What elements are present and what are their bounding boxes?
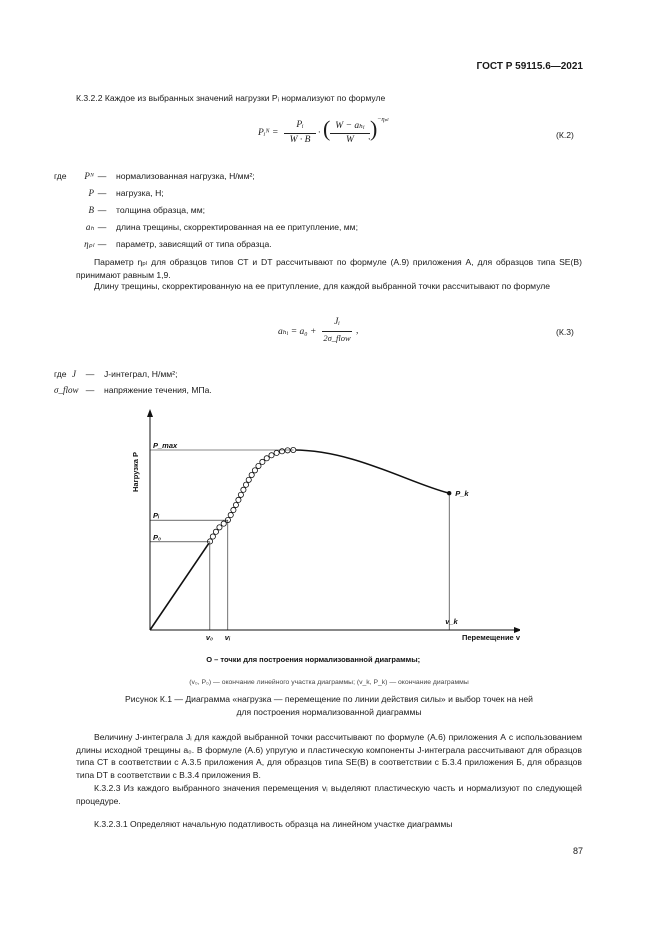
formula-k2-number: (К.2) (556, 130, 574, 140)
formula-k2-num1: Pᵢ (296, 120, 304, 130)
paragraph-crack-length: Длину трещины, скорректированную на ее притупление, для каждой выбранной точки рассчитывают по формуле (94, 281, 551, 291)
load-curve (150, 450, 449, 630)
label-vk: v_k (445, 617, 458, 626)
paragraph-k322: К.3.2.2 Каждое из выбранных значений нагрузки Pᵢ нормализуют по формуле (76, 93, 386, 103)
where-sym: Pᴺ (84, 171, 94, 181)
formula-k2-dot: · (318, 128, 321, 138)
formula-k3-comma: , (356, 326, 359, 336)
normalization-point (249, 472, 254, 477)
formula-k2-den1: W · B (289, 135, 311, 145)
label-v0: v₀ (205, 633, 213, 642)
where-dash: — (85, 385, 95, 395)
where-lead-1: где (54, 171, 67, 181)
formula-k3-number: (К.3) (556, 327, 574, 337)
paragraph-eta: Параметр ηₚₗ для образцов типов СТ и DT рассчитывают по формуле (А.9) приложения А, для образцов типа SE(B) принимают равным 1,9. (76, 257, 582, 280)
normalization-point (238, 492, 243, 497)
figure-note: (v₀, P₀) — окончание линейного участка диаграммы; (v_k, P_k) — окончание диаграммы (189, 679, 469, 686)
formula-k2-comma: , (368, 131, 371, 141)
normalization-point (228, 512, 233, 517)
normalization-point (264, 456, 269, 461)
normalization-point (274, 450, 279, 455)
normalization-point (236, 497, 241, 502)
paragraph-k3231: К.3.2.3.1 Определяют начальную податливость образца на линейном участке диаграммы (94, 819, 453, 829)
label-pk: P_k (455, 489, 469, 499)
y-axis-label: Нагрузка P (131, 451, 140, 493)
where-def: параметр, зависящий от типа образца. (116, 239, 272, 249)
label-vi: vᵢ (224, 633, 231, 642)
normalization-point (217, 525, 222, 530)
where-lead-2: где (54, 369, 67, 379)
formula-k2-den2: W (346, 135, 354, 145)
x-axis-label: Перемещение v (461, 633, 520, 642)
paragraph-j-integral: Величину J-интеграла Jᵢ для каждой выбранной точки рассчитывают по формуле (А.6) приложения А с использованием длины исходной трещины a₀. В формуле (А.6) упругую и пластическую компоненты J-интеграла рассчитывают для образцов типа СТ в соответствии с А.3.5 приложения А, для образцов типа SE(B) в соответствии с Б.3.4 приложения Б, для образцов типа DT в соответствии с В.3.4 приложения В. (76, 732, 582, 780)
normalization-point (210, 534, 215, 539)
where-dash: — (97, 239, 107, 249)
normalization-point (221, 521, 226, 526)
where-sym: J (72, 369, 76, 379)
where-dash: — (97, 188, 107, 198)
figure-caption-line2: для построения нормализованной диаграммы (236, 707, 422, 717)
normalization-point (260, 459, 265, 464)
formula-k3-lhs: aₕᵢ = a₀ + (278, 327, 317, 337)
normalization-point (241, 487, 246, 492)
formula-k2-bar2 (330, 133, 370, 134)
formula-k2-bar1 (284, 133, 316, 134)
chart-marks (131, 409, 520, 664)
figure-caption-line1: Рисунок К.1 — Диаграмма «нагрузка — перемещение по линии действия силы» и выбор точек на ней (125, 694, 533, 704)
normalization-point (279, 449, 284, 454)
formula-k2-rparen: ) (370, 116, 378, 141)
formula-k2-lhs: Pᵢᴺ = (258, 128, 279, 138)
where-dash: — (97, 205, 107, 215)
label-pmax: P_max (153, 441, 178, 450)
where-def: J-интеграл, Н/мм²; (104, 369, 178, 379)
paragraph-k323: К.3.2.3 Из каждого выбранного значения перемещения vᵢ выделяют пластическую часть и нормализуют по следующей процедуре. (76, 783, 582, 806)
where-dash: — (97, 222, 107, 232)
page-number: 87 (572, 846, 583, 856)
y-axis-arrow (147, 409, 153, 417)
where-dash: — (97, 171, 107, 181)
where-sym: B (88, 205, 94, 215)
formula-k2-exponent: −ηₚₗ (377, 116, 389, 123)
formula-k2-num2: W − aₕᵢ (335, 121, 365, 131)
formula-k2-lparen: ( (323, 116, 331, 141)
where-sym: aₕ (85, 222, 94, 232)
load-displacement-chart (120, 405, 520, 675)
where-def: нагрузка, Н; (116, 188, 164, 198)
where-sym: σ_flow (54, 385, 79, 395)
normalization-point (213, 529, 218, 534)
formula-k3-bar (322, 331, 352, 332)
normalization-point (243, 482, 248, 487)
normalization-point (252, 468, 257, 473)
label-p0: P₀ (153, 532, 161, 542)
where-dash: — (85, 369, 95, 379)
normalization-point (246, 477, 251, 482)
where-sym: ηₚₗ (84, 239, 94, 249)
where-def: толщина образца, мм; (116, 205, 206, 215)
normalization-point (269, 453, 274, 458)
label-pi: Pᵢ (153, 511, 160, 521)
formula-k3-num: Jᵢ (334, 317, 340, 327)
formula-k3 (278, 314, 368, 350)
normalization-point (256, 463, 261, 468)
normalization-point (233, 502, 238, 507)
standard-header: ГОСТ Р 59115.6—2021 (476, 61, 583, 72)
formula-k2 (258, 114, 398, 154)
normalization-point (285, 448, 290, 453)
normalization-point (231, 507, 236, 512)
where-def: напряжение течения, МПа. (104, 385, 212, 395)
where-def: нормализованная нагрузка, Н/мм²; (116, 171, 255, 181)
chart-legend: О – точки для построения нормализованной диаграммы; (206, 655, 421, 664)
formula-k3-den: 2σ_flow (323, 333, 351, 343)
where-sym: P (88, 188, 94, 198)
where-def: длина трещины, скорректированная на ее притупление, мм; (116, 222, 358, 232)
